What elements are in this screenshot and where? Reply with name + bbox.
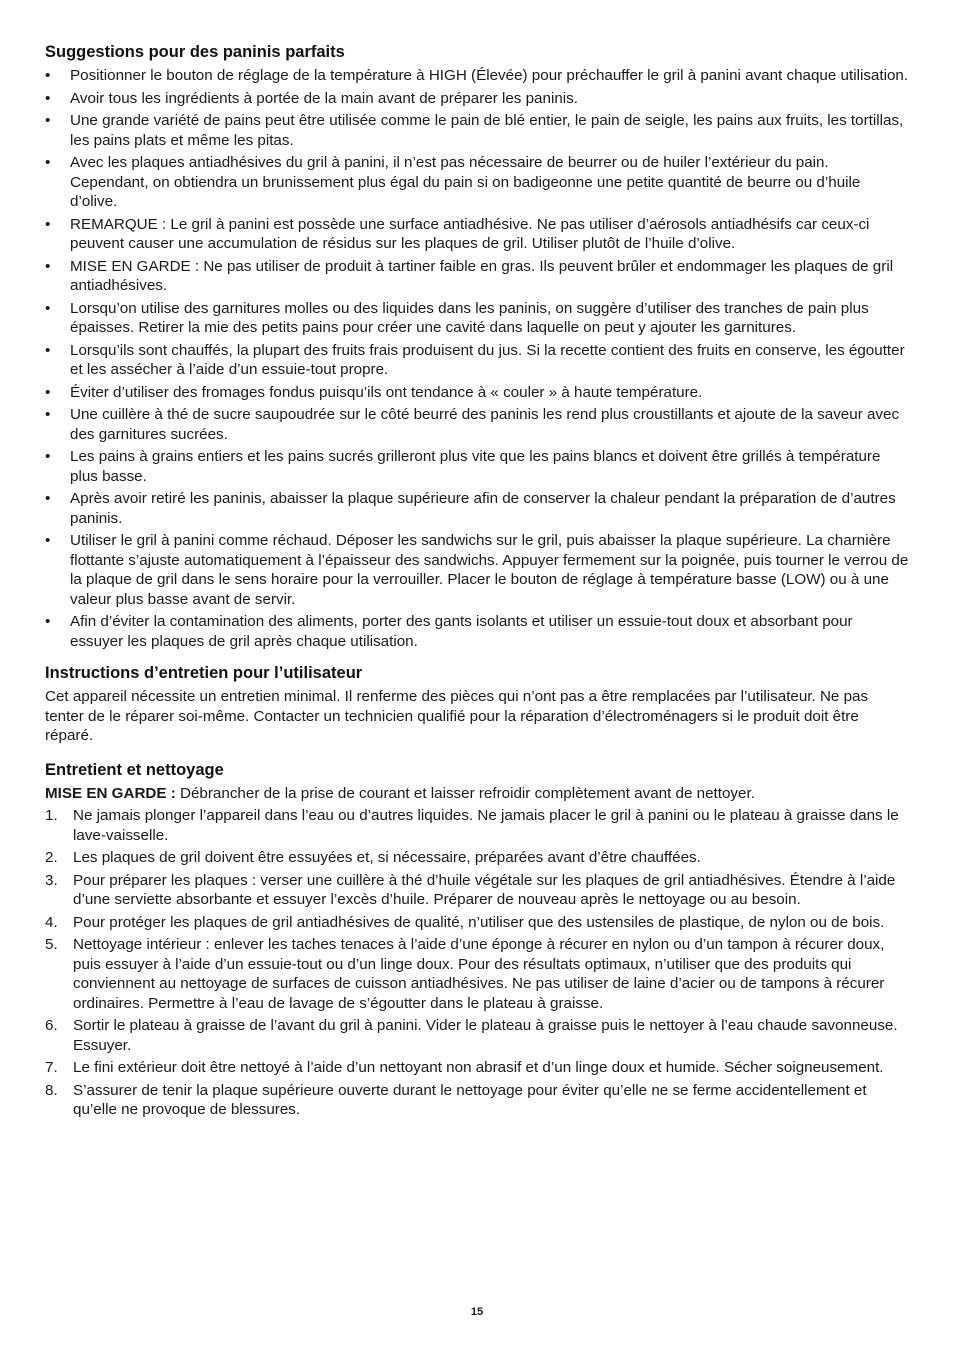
tips-list bbox=[45, 66, 909, 651]
cleaning-step bbox=[45, 806, 909, 845]
bullet-mark: • bbox=[45, 257, 51, 275]
bullet-mark: • bbox=[45, 341, 51, 359]
tip-text: Positionner le bouton de réglage de la température à HIGH (Élevée) pour préchauffer le gril à panini avant chaque utilisation. bbox=[70, 67, 909, 84]
step-number: 7. bbox=[45, 1059, 58, 1076]
cleaning-step bbox=[45, 913, 909, 933]
bullet-mark: • bbox=[45, 613, 51, 630]
tip-item bbox=[45, 447, 909, 486]
step-text: Pour protéger les plaques de gril antiadhésives de qualité, n’utiliser que des ustensiles de plastique, de nylon ou de bois. bbox=[73, 913, 885, 931]
step-number: 5. bbox=[45, 936, 58, 953]
warning-text: Débrancher de la prise de courant et laisser refroidir complètement avant de nettoyer. bbox=[175, 784, 755, 802]
page-number: 15 bbox=[470, 1306, 484, 1318]
bullet-mark: • bbox=[45, 532, 51, 549]
step-text: Les plaques de gril doivent être essuyées et, si nécessaire, préparées avant d’être chauffées. bbox=[73, 849, 701, 866]
bullet-mark: • bbox=[45, 448, 51, 465]
tip-item bbox=[45, 299, 909, 338]
warning-label: MISE EN GARDE : bbox=[45, 784, 176, 802]
tip-item bbox=[45, 111, 909, 150]
tip-text: Avec les plaques antiadhésives du gril à panini, il n’est pas nécessaire de beurrer ou de huiler l’extérieur du pain. Cependant, on obtiendra un brunissement plus égal du pain si on badigeonne une petite quantité de beurre ou d’huile d’olive. bbox=[70, 154, 861, 210]
tip-item bbox=[45, 383, 909, 403]
tip-text: Avoir tous les ingrédients à portée de la main avant de préparer les paninis. bbox=[70, 89, 578, 107]
tip-item bbox=[45, 89, 909, 109]
tip-text: Lorsqu’ils sont chauffés, la plupart des fruits frais produisent du jus. Si la recette contient des fruits en conserve, les égoutter et les assécher à l’aide d’un essuie-tout propre. bbox=[70, 341, 905, 378]
tip-text: MISE EN GARDE : Ne pas utiliser de produit à tartiner faible en gras. Ils peuvent brûler et endommager les plaques de gril antiadhésives. bbox=[70, 257, 894, 294]
tip-text: Éviter d’utiliser des fromages fondus puisqu’ils ont tendance à « couler » à haute température. bbox=[70, 383, 703, 401]
tip-text: Afin d’éviter la contamination des aliments, porter des gants isolants et utiliser un essuie-tout doux et absorbant pour essuyer les plaques de gril après chaque utilisation. bbox=[70, 613, 853, 650]
cleaning-heading: Entretient et nettoyage bbox=[45, 760, 224, 779]
step-number: 1. bbox=[45, 807, 58, 824]
step-text: Nettoyage intérieur : enlever les taches tenaces à l’aide d’une éponge à récurer en nylon ou d’un tampon à récurer doux, puis essuyer à l’aide d’un essuie-tout ou d’un linge doux. Pour des résultats optimaux, n’utiliser que des produits qui conviennent au nettoyage de surfaces de cuisson antiadhésives. Ne pas utiliser de laine d’acier ou de tampons à récurer ordinaires. Permettre à l’eau de lavage de s’égoutter dans le plateau à graisse. bbox=[73, 936, 885, 1012]
step-text: S’assurer de tenir la plaque supérieure ouverte durant le nettoyage pour éviter qu’elle ne se ferme accidentellement et qu’elle ne provoque de blessures. bbox=[73, 1081, 867, 1118]
tip-text: Une cuillère à thé de sucre saupoudrée sur le côté beurré des paninis les rend plus croustillants et ajoute de la saveur avec des garnitures sucrées. bbox=[70, 406, 900, 443]
tip-item bbox=[45, 257, 909, 296]
bullet-mark: • bbox=[45, 383, 51, 401]
tips-heading: Suggestions pour des paninis parfaits bbox=[45, 43, 345, 61]
document-page bbox=[45, 42, 909, 1123]
bullet-mark: • bbox=[45, 67, 51, 84]
tip-text: REMARQUE : Le gril à panini est possède une surface antiadhésive. Ne pas utiliser d’aérosols antiadhésifs car ceux-ci peuvent causer une accumulation de résidus sur les plaques de gril. Utiliser plutôt de l’huile d’olive. bbox=[70, 215, 870, 252]
tip-item bbox=[45, 405, 909, 444]
cleaning-step bbox=[45, 1016, 909, 1055]
step-number: 6. bbox=[45, 1017, 58, 1034]
tip-item bbox=[45, 612, 909, 651]
tip-item bbox=[45, 531, 909, 609]
tip-item bbox=[45, 215, 909, 254]
step-number: 2. bbox=[45, 849, 58, 866]
tip-text: Une grande variété de pains peut être utilisée comme le pain de blé entier, le pain de seigle, les pains aux fruits, les tortillas, les pains plats et même les pitas. bbox=[70, 112, 904, 149]
bullet-mark: • bbox=[45, 490, 51, 507]
step-number: 3. bbox=[45, 871, 58, 889]
bullet-mark: • bbox=[45, 112, 51, 129]
tip-text: Après avoir retiré les paninis, abaisser la plaque supérieure afin de conserver la chaleur pendant la préparation de d’autres paninis. bbox=[70, 490, 896, 527]
tip-text: Les pains à grains entiers et les pains sucrés grilleront plus vite que les pains blancs et doivent être grillés à température plus basse. bbox=[70, 448, 881, 485]
bullet-mark: • bbox=[45, 154, 51, 171]
cleaning-step bbox=[45, 1081, 909, 1120]
step-number: 8. bbox=[45, 1081, 58, 1099]
step-text: Pour préparer les plaques : verser une cuillère à thé d’huile végétale sur les plaques de gril antiadhésives. Étendre à l’aide d’une serviette absorbante et essuyer l’excès d’huile. Préparer de nouveau après le nettoyage ou au besoin. bbox=[73, 871, 896, 908]
tip-item bbox=[45, 341, 909, 380]
step-number: 4. bbox=[45, 913, 58, 931]
tip-item bbox=[45, 66, 909, 86]
cleaning-warning bbox=[45, 784, 909, 804]
maintenance-heading: Instructions d’entretien pour l’utilisateur bbox=[45, 664, 363, 682]
bullet-mark: • bbox=[45, 299, 51, 317]
maintenance-paragraph: Cet appareil nécessite un entretien minimal. Il renferme des pièces qui n’ont pas a être remplacées par l’utilisateur. Ne pas tenter de le réparer soi-même. Contacter un technicien qualifié pour la réparation d’électroménagers si le produit doit être réparé. bbox=[45, 688, 869, 744]
bullet-mark: • bbox=[45, 89, 51, 107]
step-text: Le fini extérieur doit être nettoyé à l’aide d’un nettoyant non abrasif et d’un linge doux et humide. Sécher soigneusement. bbox=[73, 1059, 884, 1076]
cleaning-step bbox=[45, 871, 909, 910]
tip-text: Lorsqu’on utilise des garnitures molles ou des liquides dans les paninis, on suggère d’utiliser des tranches de pain plus épaisses. Retirer la mie des petits pains pour créer une cavité dans laquelle on peut y ajouter les garnitures. bbox=[70, 299, 869, 336]
cleaning-steps bbox=[45, 806, 909, 1120]
tip-text: Utiliser le gril à panini comme réchaud. Déposer les sandwichs sur le gril, puis abaisser la plaque supérieure. La charnière flottante s’ajuste automatiquement à l’épaisseur des sandwichs. Appuyer fermement sur la poignée, puis tourner le verrou de la plaque de gril dans le sens horaire pour la verrouiller. Placer le bouton de réglage à température basse (LOW) ou à une valeur plus basse avant de servir. bbox=[70, 532, 909, 608]
tip-item bbox=[45, 489, 909, 528]
cleaning-step bbox=[45, 935, 909, 1013]
step-text: Sortir le plateau à graisse de l’avant du gril à panini. Vider le plateau à graisse puis le nettoyer à l’eau chaude savonneuse. Essuyer. bbox=[73, 1017, 898, 1054]
step-text: Ne jamais plonger l’appareil dans l’eau ou d’autres liquides. Ne jamais placer le gril à panini ou le plateau à graisse dans le lave-vaisselle. bbox=[73, 807, 899, 844]
bullet-mark: • bbox=[45, 406, 51, 423]
tip-item bbox=[45, 153, 909, 212]
bullet-mark: • bbox=[45, 215, 51, 233]
cleaning-step bbox=[45, 1058, 909, 1078]
cleaning-step bbox=[45, 848, 909, 868]
